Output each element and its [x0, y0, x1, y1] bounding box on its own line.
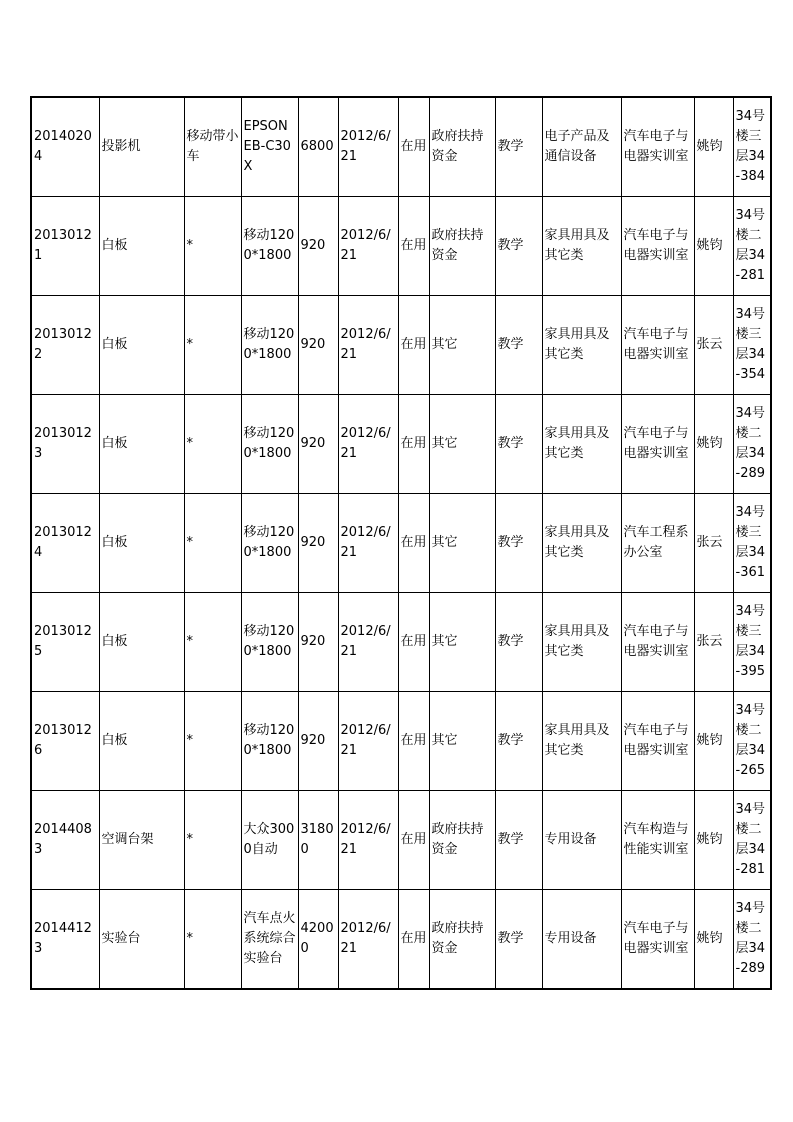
purchase-date-cell: 2012/6/21 — [338, 593, 398, 692]
table-row — [31, 197, 771, 296]
asset-name-cell: 实验台 — [99, 890, 184, 990]
model-cell: 移动1200*1800 — [241, 296, 298, 395]
table-row — [31, 494, 771, 593]
spec-cell: * — [184, 395, 241, 494]
asset-name-cell: 白板 — [99, 395, 184, 494]
category-cell: 家具用具及其它类 — [542, 494, 621, 593]
status-cell: 在用 — [398, 890, 429, 990]
status-cell: 在用 — [398, 494, 429, 593]
model-cell: 移动1200*1800 — [241, 197, 298, 296]
asset-name-cell: 白板 — [99, 494, 184, 593]
usage-cell: 教学 — [495, 296, 542, 395]
location-room-cell: 汽车电子与电器实训室 — [621, 395, 694, 494]
price-cell: 920 — [298, 197, 338, 296]
custodian-cell: 姚钧 — [694, 197, 733, 296]
usage-cell: 教学 — [495, 395, 542, 494]
table-body — [31, 97, 771, 989]
price-cell: 920 — [298, 692, 338, 791]
asset-id-cell: 20144083 — [31, 791, 99, 890]
category-cell: 家具用具及其它类 — [542, 395, 621, 494]
spec-cell: 移动带小车 — [184, 97, 241, 197]
price-cell: 31800 — [298, 791, 338, 890]
table-row — [31, 692, 771, 791]
building-room-cell: 34号楼二层34-265 — [733, 692, 771, 791]
fund-source-cell: 其它 — [429, 593, 495, 692]
fund-source-cell: 政府扶持资金 — [429, 197, 495, 296]
price-cell: 42000 — [298, 890, 338, 990]
asset-name-cell: 白板 — [99, 593, 184, 692]
status-cell: 在用 — [398, 296, 429, 395]
building-room-cell: 34号楼三层34-395 — [733, 593, 771, 692]
asset-name-cell: 空调台架 — [99, 791, 184, 890]
asset-id-cell: 20140204 — [31, 97, 99, 197]
purchase-date-cell: 2012/6/21 — [338, 97, 398, 197]
table-row — [31, 890, 771, 990]
building-room-cell: 34号楼二层34-289 — [733, 395, 771, 494]
building-room-cell: 34号楼三层34-361 — [733, 494, 771, 593]
location-room-cell: 汽车电子与电器实训室 — [621, 593, 694, 692]
spec-cell: * — [184, 296, 241, 395]
asset-id-cell: 20130121 — [31, 197, 99, 296]
spec-cell: * — [184, 791, 241, 890]
table-row — [31, 97, 771, 197]
table-row — [31, 296, 771, 395]
custodian-cell: 姚钧 — [694, 97, 733, 197]
location-room-cell: 汽车电子与电器实训室 — [621, 197, 694, 296]
asset-name-cell: 白板 — [99, 296, 184, 395]
building-room-cell: 34号楼三层34-354 — [733, 296, 771, 395]
custodian-cell: 张云 — [694, 593, 733, 692]
purchase-date-cell: 2012/6/21 — [338, 494, 398, 593]
location-room-cell: 汽车工程系办公室 — [621, 494, 694, 593]
price-cell: 920 — [298, 494, 338, 593]
purchase-date-cell: 2012/6/21 — [338, 197, 398, 296]
asset-id-cell: 20144123 — [31, 890, 99, 990]
usage-cell: 教学 — [495, 494, 542, 593]
fund-source-cell: 其它 — [429, 395, 495, 494]
table-row — [31, 395, 771, 494]
price-cell: 920 — [298, 296, 338, 395]
building-room-cell: 34号楼三层34-384 — [733, 97, 771, 197]
location-room-cell: 汽车构造与性能实训室 — [621, 791, 694, 890]
spec-cell: * — [184, 197, 241, 296]
price-cell: 920 — [298, 395, 338, 494]
building-room-cell: 34号楼二层34-289 — [733, 890, 771, 990]
purchase-date-cell: 2012/6/21 — [338, 791, 398, 890]
asset-table — [30, 96, 772, 990]
location-room-cell: 汽车电子与电器实训室 — [621, 692, 694, 791]
category-cell: 专用设备 — [542, 890, 621, 990]
custodian-cell: 张云 — [694, 296, 733, 395]
spec-cell: * — [184, 890, 241, 990]
purchase-date-cell: 2012/6/21 — [338, 395, 398, 494]
fund-source-cell: 其它 — [429, 296, 495, 395]
category-cell: 家具用具及其它类 — [542, 692, 621, 791]
model-cell: 汽车点火系统综合实验台 — [241, 890, 298, 990]
category-cell: 家具用具及其它类 — [542, 296, 621, 395]
status-cell: 在用 — [398, 692, 429, 791]
model-cell: 移动1200*1800 — [241, 593, 298, 692]
model-cell: 移动1200*1800 — [241, 395, 298, 494]
price-cell: 6800 — [298, 97, 338, 197]
table-row — [31, 791, 771, 890]
asset-id-cell: 20130123 — [31, 395, 99, 494]
fund-source-cell: 政府扶持资金 — [429, 97, 495, 197]
location-room-cell: 汽车电子与电器实训室 — [621, 296, 694, 395]
custodian-cell: 姚钧 — [694, 791, 733, 890]
category-cell: 家具用具及其它类 — [542, 197, 621, 296]
status-cell: 在用 — [398, 197, 429, 296]
category-cell: 专用设备 — [542, 791, 621, 890]
model-cell: EPSON EB-C30X — [241, 97, 298, 197]
location-room-cell: 汽车电子与电器实训室 — [621, 97, 694, 197]
asset-id-cell: 20130126 — [31, 692, 99, 791]
status-cell: 在用 — [398, 593, 429, 692]
model-cell: 移动1200*1800 — [241, 494, 298, 593]
purchase-date-cell: 2012/6/21 — [338, 890, 398, 990]
status-cell: 在用 — [398, 791, 429, 890]
building-room-cell: 34号楼二层34-281 — [733, 791, 771, 890]
fund-source-cell: 政府扶持资金 — [429, 791, 495, 890]
usage-cell: 教学 — [495, 197, 542, 296]
spec-cell: * — [184, 593, 241, 692]
custodian-cell: 姚钧 — [694, 692, 733, 791]
asset-id-cell: 20130122 — [31, 296, 99, 395]
usage-cell: 教学 — [495, 791, 542, 890]
building-room-cell: 34号楼二层34-281 — [733, 197, 771, 296]
usage-cell: 教学 — [495, 890, 542, 990]
fund-source-cell: 其它 — [429, 494, 495, 593]
custodian-cell: 姚钧 — [694, 890, 733, 990]
spec-cell: * — [184, 692, 241, 791]
model-cell: 移动1200*1800 — [241, 692, 298, 791]
category-cell: 电子产品及通信设备 — [542, 97, 621, 197]
purchase-date-cell: 2012/6/21 — [338, 692, 398, 791]
usage-cell: 教学 — [495, 593, 542, 692]
asset-id-cell: 20130125 — [31, 593, 99, 692]
purchase-date-cell: 2012/6/21 — [338, 296, 398, 395]
location-room-cell: 汽车电子与电器实训室 — [621, 890, 694, 990]
spec-cell: * — [184, 494, 241, 593]
model-cell: 大众3000自动 — [241, 791, 298, 890]
fund-source-cell: 其它 — [429, 692, 495, 791]
usage-cell: 教学 — [495, 97, 542, 197]
custodian-cell: 张云 — [694, 494, 733, 593]
status-cell: 在用 — [398, 97, 429, 197]
price-cell: 920 — [298, 593, 338, 692]
custodian-cell: 姚钧 — [694, 395, 733, 494]
usage-cell: 教学 — [495, 692, 542, 791]
fund-source-cell: 政府扶持资金 — [429, 890, 495, 990]
status-cell: 在用 — [398, 395, 429, 494]
table-row — [31, 593, 771, 692]
asset-name-cell: 白板 — [99, 197, 184, 296]
category-cell: 家具用具及其它类 — [542, 593, 621, 692]
asset-id-cell: 20130124 — [31, 494, 99, 593]
asset-name-cell: 投影机 — [99, 97, 184, 197]
asset-name-cell: 白板 — [99, 692, 184, 791]
